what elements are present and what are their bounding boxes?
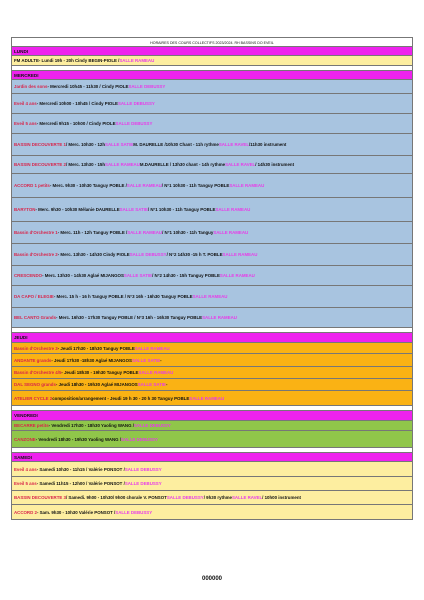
schedule-row [11, 308, 413, 328]
row-detail: - Merc. 16h30 - 17h30 Tanguy POBLE / N°3 16h - 16h30 Tanguy POBLE [56, 315, 203, 320]
course-name: Bassin d'Orchestre 1 [14, 230, 58, 235]
course-name: Bassin d'Orchestre 4/5 [14, 370, 62, 375]
course-name: BASSIN DECOUVERTE 2 [14, 162, 66, 167]
row-text [14, 71, 39, 79]
row-detail: / N°1 10h30 - 11h Tanguy POBLE [161, 183, 230, 188]
row-detail: - Samedi 11h15 - 12h00 / Valérie PONSOT / [36, 481, 125, 486]
schedule-row [11, 367, 413, 379]
schedule-row [11, 462, 413, 477]
room-label: SALLE DEBUSSY [115, 121, 153, 126]
row-detail: / Merc. 13h30 - 15h [65, 162, 106, 167]
schedule-row [11, 505, 413, 520]
schedule-row [11, 80, 413, 94]
row-detail: - Mercredi 10h00 - 10h45 / Cindy PIOLE [36, 101, 118, 106]
row-detail: - Mercredi 10h45 - 11h30 / Cindy PIOLE [47, 84, 129, 89]
row-text [14, 367, 173, 378]
row-text [14, 156, 294, 173]
row-text [14, 114, 152, 133]
room-label: SALLE SATIE [119, 207, 148, 212]
row-detail: / 14h30 instrument [255, 162, 295, 167]
room-label: SALLE DEBUSSY [115, 509, 153, 515]
room-label: SALLE SATIE [105, 142, 134, 147]
room-label: SALLE RAVEL [225, 162, 256, 167]
course-name: DAL SEGNO grands [14, 382, 56, 387]
row-text [14, 47, 28, 55]
row-detail: - Jeudi 18h30 - 19h30 Tanguy POBLE [61, 370, 139, 375]
course-name: CRESCENDO [14, 273, 43, 278]
room-label: SALLE SATIE [137, 382, 166, 387]
row-detail: / Samedi. 9h00 - 10h30/ 9h00 chorale V. PONSOT [65, 495, 167, 500]
schedule-row [11, 391, 413, 406]
room-label: SALLE RAMEAU [126, 183, 162, 188]
day-header [11, 453, 413, 462]
row-text [14, 477, 162, 490]
room-label: SALLE SATIE [123, 273, 153, 278]
row-detail: - Mercredi 9h15 - 10h00 / Cindy PIOLE [36, 121, 116, 126]
schedule-table [11, 37, 413, 520]
course-name: Bassin d'Orchestre 3 [14, 345, 58, 351]
row-text [14, 391, 224, 405]
row-text [14, 343, 170, 353]
course-name: Bassin d'Orchestre 2 [14, 252, 58, 257]
row-detail: - Jeudi 18h30 - 19h30 Aglaé MIJANGOS [55, 382, 138, 387]
room-label: SALLE DEBUSSY [124, 481, 162, 486]
schedule-row [11, 379, 413, 391]
room-label: SALLE DEBUSSY [121, 436, 158, 442]
schedule-row [11, 286, 413, 308]
schedule-row [11, 354, 413, 367]
course-name: DA CAPO / ELEGIE [14, 294, 54, 299]
day-header [11, 333, 413, 343]
row-text [14, 491, 301, 504]
row-detail: / N°2 14h30 -15 h T. POBLE [166, 252, 223, 257]
row-detail: composition/arrangement - Jeudi 19 h 30 - 20 h 30 Tanguy POBLE [52, 395, 190, 401]
room-label: SALLE DEBUSSY [129, 252, 167, 257]
room-label: SALLE DEBUSSY [128, 84, 166, 89]
document-title: HORAIRES DES COURS COLLECTIFS 2023/2024. RH BASSINS DO EVEIL [11, 37, 413, 47]
course-name: Jardin des sons [14, 84, 48, 89]
schedule-row [11, 477, 413, 491]
row-text [14, 379, 167, 390]
room-label: SALLE RAVEL [218, 142, 250, 147]
room-label: SALLE RAMEAU [202, 315, 237, 320]
room-label: SALLE RAMEAU [105, 162, 140, 167]
schedule-row [11, 222, 413, 244]
course-name: ACCORD 1 petits [14, 183, 50, 188]
row-detail: - Sam. 9h30 - 10h30 Valérie PONSOT / [36, 509, 116, 515]
row-text [14, 198, 250, 221]
room-label: SALLE DEBUSSY [117, 101, 155, 106]
schedule-row [11, 266, 413, 286]
schedule-row [11, 114, 413, 134]
row-detail: / N°1 10h30 - 11h Tanguy [162, 230, 214, 235]
room-label: SALLE RAVEL [232, 495, 263, 500]
row-detail: - Vendredi 17h30 - 18h30 Yaoling WANG / [48, 423, 134, 428]
room-label: SALLE DEBUSSY [133, 423, 171, 428]
row-text [14, 421, 171, 430]
schedule-row [11, 174, 413, 198]
course-name: Eveil 4 ans [14, 466, 37, 472]
course-name: BARYTON [14, 207, 36, 212]
row-text [14, 134, 286, 155]
row-text [14, 308, 237, 327]
schedule-row [11, 491, 413, 505]
row-detail: M.DAURELLE / 13h30 chant - 14h rythme [139, 162, 226, 167]
row-detail: - Merc. 13h30 - 14h30 Cindy PIOLE [57, 252, 130, 257]
schedule-row [11, 431, 413, 448]
row-text [14, 411, 38, 420]
room-label: SALLE RAMEAU [134, 345, 170, 351]
row-detail: - [165, 382, 168, 387]
schedule-row [11, 244, 413, 266]
row-detail: JEUDI [14, 335, 28, 340]
row-text [14, 505, 152, 519]
course-name: Eveil 4 ans [14, 101, 37, 106]
row-text [14, 354, 162, 366]
row-detail: - Merc. 9h30 - 10h30 Tanguy POBLE / [49, 183, 127, 188]
row-detail: - Merc. 13h30 - 14h30 Aglaé MIJANGOS [42, 273, 124, 278]
row-text [14, 266, 255, 285]
room-label: SALLE RAMEAU [213, 230, 249, 235]
schedule-row [11, 343, 413, 354]
room-label: SALLE RAMEAU [219, 273, 255, 278]
row-text [14, 453, 32, 461]
row-detail: VENDREDI [14, 413, 38, 418]
row-detail: - Merc. 11h - 12h Tanguy POBLE / [57, 230, 128, 235]
room-label: SALLE RAMEAU [192, 294, 228, 299]
row-text [14, 56, 154, 65]
row-text [14, 462, 162, 476]
day-header [11, 47, 413, 56]
schedule-rows [11, 47, 413, 520]
row-detail: / 10h00 instrument [262, 495, 301, 500]
course-name: BASSIN DECOUVERTE 3 [14, 495, 66, 500]
room-label: SALLE RAMEAU [119, 58, 155, 63]
course-name: ACCORD 2 [14, 509, 37, 515]
day-header [11, 411, 413, 421]
row-text [14, 94, 155, 113]
room-label: SALLE DEBUSSY [166, 495, 204, 500]
course-name: BASSIN DECOUVERTE 1 [14, 142, 66, 147]
course-name: BEL CANTO Grands [14, 315, 57, 320]
schedule-row [11, 134, 413, 156]
row-detail: / N°1 10h30 - 11h Tanguy POBLE [147, 207, 216, 212]
room-label: SALLE DEBUSSY [124, 466, 162, 472]
schedule-row [11, 56, 413, 66]
schedule-row [11, 421, 413, 431]
row-detail: /11h30 instrument [249, 142, 287, 147]
row-detail: / Merc. 10h30 - 12h [65, 142, 106, 147]
room-label: SALLE RAMEAU [222, 252, 258, 257]
course-name: Eveil 5 ans [14, 121, 37, 126]
row-detail: - Jeudi 17h30 - 18h30 Tanguy POBLE [57, 345, 135, 351]
course-name: ATELIER CYCLE 2 [14, 395, 53, 401]
page-number: 000000 [201, 576, 223, 582]
row-detail: - [160, 357, 162, 363]
row-detail: M. DAURELLE /10h30 Chant - 11h rythme [133, 142, 219, 147]
course-name: BECARRE petits [14, 423, 49, 428]
row-text [14, 244, 257, 265]
row-detail: / N°2 14h30 - 15h Tanguy POBLE [152, 273, 220, 278]
row-detail: - Samedi 10h30 - 11h15 / Valérie PONSOT / [36, 466, 125, 472]
room-label: SALLE RAMEAU [189, 395, 225, 401]
course-name: Eveil 5 ans [14, 481, 37, 486]
course-name: CANZONE [14, 436, 36, 442]
row-detail: MERCREDI [14, 72, 39, 78]
schedule-row [11, 198, 413, 222]
room-label: SALLE RAMEAU [215, 207, 251, 212]
row-text [14, 431, 158, 447]
row-text [14, 286, 227, 307]
schedule-row [11, 94, 413, 114]
row-text [14, 80, 165, 93]
row-detail: - Merc. 9h30 - 10h30 Mélanie DAURELLE [35, 207, 120, 212]
row-detail: - Jeudi 17h30 -18h30 Aglaé MIJANGOS [51, 357, 132, 363]
row-text [14, 174, 264, 197]
row-text [14, 333, 28, 342]
course-name: ANDANTE grands [14, 357, 52, 363]
row-detail: / 9h30 rythme [203, 495, 232, 500]
room-label: SALLE SATIE [131, 357, 161, 363]
row-text [14, 222, 248, 243]
schedule-row [11, 156, 413, 174]
room-label: SALLE RAMEAU [127, 230, 163, 235]
row-detail: FM ADULTE- Lundi 19h - 20h Cindy BEGIN-PIOLE / [14, 58, 120, 63]
room-label: SALLE RAMEAU [138, 370, 174, 375]
row-detail: - Vendredi 18h30 - 19h30 Yaoling WANG / [35, 436, 122, 442]
day-header [11, 71, 413, 80]
row-detail: LUNDI [14, 48, 29, 54]
row-detail: - Merc. 15 h - 16 h Tanguy POBLE / N°3 16h - 16h30 Tanguy POBLE [53, 294, 193, 299]
room-label: SALLE RAMEAU [229, 183, 265, 188]
row-detail: SAMEDI [14, 454, 32, 460]
